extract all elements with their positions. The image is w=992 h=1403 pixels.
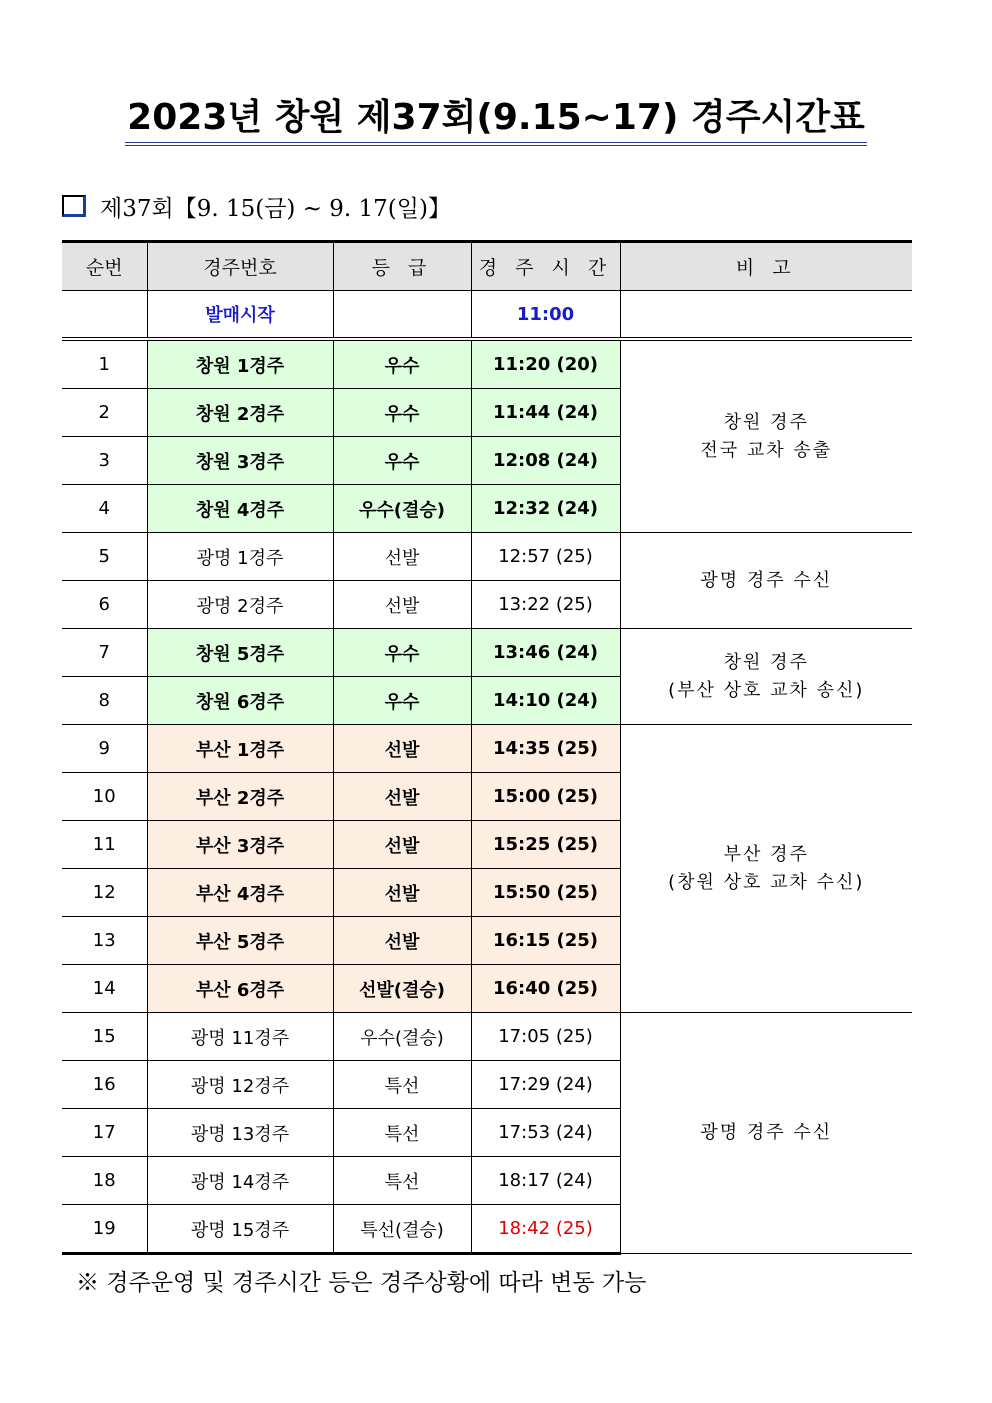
- race-name: 부산 1경주: [147, 725, 333, 773]
- race-name: 부산 2경주: [147, 773, 333, 821]
- race-time: 12:57 (25): [471, 533, 620, 581]
- note-line: 광명 경주 수신: [700, 569, 833, 591]
- note-changwon-busan-send: [620, 629, 912, 725]
- race-grade: 우수(결승): [333, 1013, 471, 1061]
- race-time: 14:35 (25): [471, 725, 620, 773]
- race-name: 광명 14경주: [147, 1157, 333, 1205]
- race-time: 16:15 (25): [471, 917, 620, 965]
- page-title-wrap: [0, 96, 992, 146]
- header-note: 비 고: [620, 242, 912, 291]
- race-name: 부산 4경주: [147, 869, 333, 917]
- header-time: 경 주 시 간: [471, 242, 620, 291]
- race-time: 16:40 (25): [471, 965, 620, 1013]
- race-grade: 특선: [333, 1109, 471, 1157]
- race-no: 8: [62, 677, 147, 725]
- footnote: ※ 경주운영 및 경주시간 등은 경주상황에 따라 변동 가능: [76, 1270, 647, 1296]
- sale-start-time: 11:00: [471, 291, 620, 340]
- note-busan-receive: [620, 725, 912, 1013]
- race-grade: 우수: [333, 437, 471, 485]
- race-grade: 특선: [333, 1061, 471, 1109]
- note-gwangmyeong-receive: [620, 533, 912, 629]
- race-grade: 선발: [333, 821, 471, 869]
- note-line: 광명 경주 수신: [700, 1122, 833, 1143]
- race-name: 창원 2경주: [147, 389, 333, 437]
- race-no: 14: [62, 965, 147, 1013]
- race-name: 창원 6경주: [147, 677, 333, 725]
- race-no: 13: [62, 917, 147, 965]
- section-heading: [62, 190, 451, 222]
- race-name: 창원 3경주: [147, 437, 333, 485]
- race-time: 15:25 (25): [471, 821, 620, 869]
- race-grade: 선발: [333, 725, 471, 773]
- race-grade: 특선: [333, 1157, 471, 1205]
- race-time: 15:50 (25): [471, 869, 620, 917]
- race-grade: 선발: [333, 533, 471, 581]
- race-no: 18: [62, 1157, 147, 1205]
- header-race: 경주번호: [147, 242, 333, 291]
- table-row: [62, 339, 912, 389]
- race-name: 광명 2경주: [147, 581, 333, 629]
- race-time: 17:05 (25): [471, 1013, 620, 1061]
- race-name: 광명 15경주: [147, 1205, 333, 1254]
- race-grade: 선발: [333, 869, 471, 917]
- race-no: 1: [62, 339, 147, 389]
- race-no: 15: [62, 1013, 147, 1061]
- table-cell: [620, 291, 912, 340]
- race-time: 13:46 (24): [471, 629, 620, 677]
- race-time: 11:44 (24): [471, 389, 620, 437]
- race-name: 부산 5경주: [147, 917, 333, 965]
- race-no: 17: [62, 1109, 147, 1157]
- race-name: 부산 6경주: [147, 965, 333, 1013]
- note-line: (창원 상호 교차 수신): [668, 871, 865, 893]
- race-grade: 선발: [333, 917, 471, 965]
- table-row: [62, 725, 912, 773]
- race-grade: 선발: [333, 581, 471, 629]
- table-row: [62, 629, 912, 677]
- race-name: 광명 12경주: [147, 1061, 333, 1109]
- race-no: 3: [62, 437, 147, 485]
- race-no: 12: [62, 869, 147, 917]
- note-line: 창원 경주: [723, 411, 809, 433]
- race-time: 15:00 (25): [471, 773, 620, 821]
- sale-start-row: [62, 291, 912, 340]
- race-no: 5: [62, 533, 147, 581]
- race-grade: 우수(결승): [333, 485, 471, 533]
- race-no: 19: [62, 1205, 147, 1254]
- race-time: 17:29 (24): [471, 1061, 620, 1109]
- page-title: 2023년 창원 제37회(9.15~17) 경주시간표: [125, 96, 867, 146]
- race-time: 12:32 (24): [471, 485, 620, 533]
- table-header-row: [62, 242, 912, 291]
- table-cell: [62, 291, 147, 340]
- table-row: [62, 1013, 912, 1061]
- race-no: 11: [62, 821, 147, 869]
- race-time: 14:10 (24): [471, 677, 620, 725]
- race-name: 창원 1경주: [147, 339, 333, 389]
- race-name: 광명 13경주: [147, 1109, 333, 1157]
- note-line: (부산 상호 교차 송신): [668, 679, 865, 701]
- race-no: 6: [62, 581, 147, 629]
- note-changwon-broadcast: [620, 339, 912, 533]
- note-line: 부산 경주: [723, 843, 809, 865]
- checkbox-icon: [62, 195, 86, 217]
- race-no: 16: [62, 1061, 147, 1109]
- race-grade: 특선(결승): [333, 1205, 471, 1254]
- table-row: [62, 533, 912, 581]
- race-time: 17:53 (24): [471, 1109, 620, 1157]
- race-time: 18:17 (24): [471, 1157, 620, 1205]
- race-grade: 우수: [333, 389, 471, 437]
- race-name: 창원 5경주: [147, 629, 333, 677]
- race-name: 창원 4경주: [147, 485, 333, 533]
- header-no: 순번: [62, 242, 147, 291]
- race-grade: 선발: [333, 773, 471, 821]
- race-name: 광명 1경주: [147, 533, 333, 581]
- race-no: 2: [62, 389, 147, 437]
- race-name: 광명 11경주: [147, 1013, 333, 1061]
- race-time: 11:20 (20): [471, 339, 620, 389]
- race-grade: 선발(결승): [333, 965, 471, 1013]
- note-gwangmyeong-receive-2: [620, 1013, 912, 1254]
- race-time: 12:08 (24): [471, 437, 620, 485]
- race-grade: 우수: [333, 629, 471, 677]
- race-no: 9: [62, 725, 147, 773]
- race-no: 4: [62, 485, 147, 533]
- race-grade: 우수: [333, 677, 471, 725]
- race-no: 10: [62, 773, 147, 821]
- race-name: 부산 3경주: [147, 821, 333, 869]
- race-grade: 우수: [333, 339, 471, 389]
- race-schedule-table: [62, 240, 912, 1255]
- section-heading-text: 제37회【9. 15(금) ~ 9. 17(일)】: [100, 195, 451, 222]
- race-time: 13:22 (25): [471, 581, 620, 629]
- note-line: 창원 경주: [723, 651, 809, 673]
- race-no: 7: [62, 629, 147, 677]
- table-cell: [333, 291, 471, 340]
- note-line: 전국 교차 송출: [700, 439, 833, 461]
- sale-start-label: 발매시작: [147, 291, 333, 340]
- header-grade: 등 급: [333, 242, 471, 291]
- race-time-last: 18:42 (25): [471, 1205, 620, 1254]
